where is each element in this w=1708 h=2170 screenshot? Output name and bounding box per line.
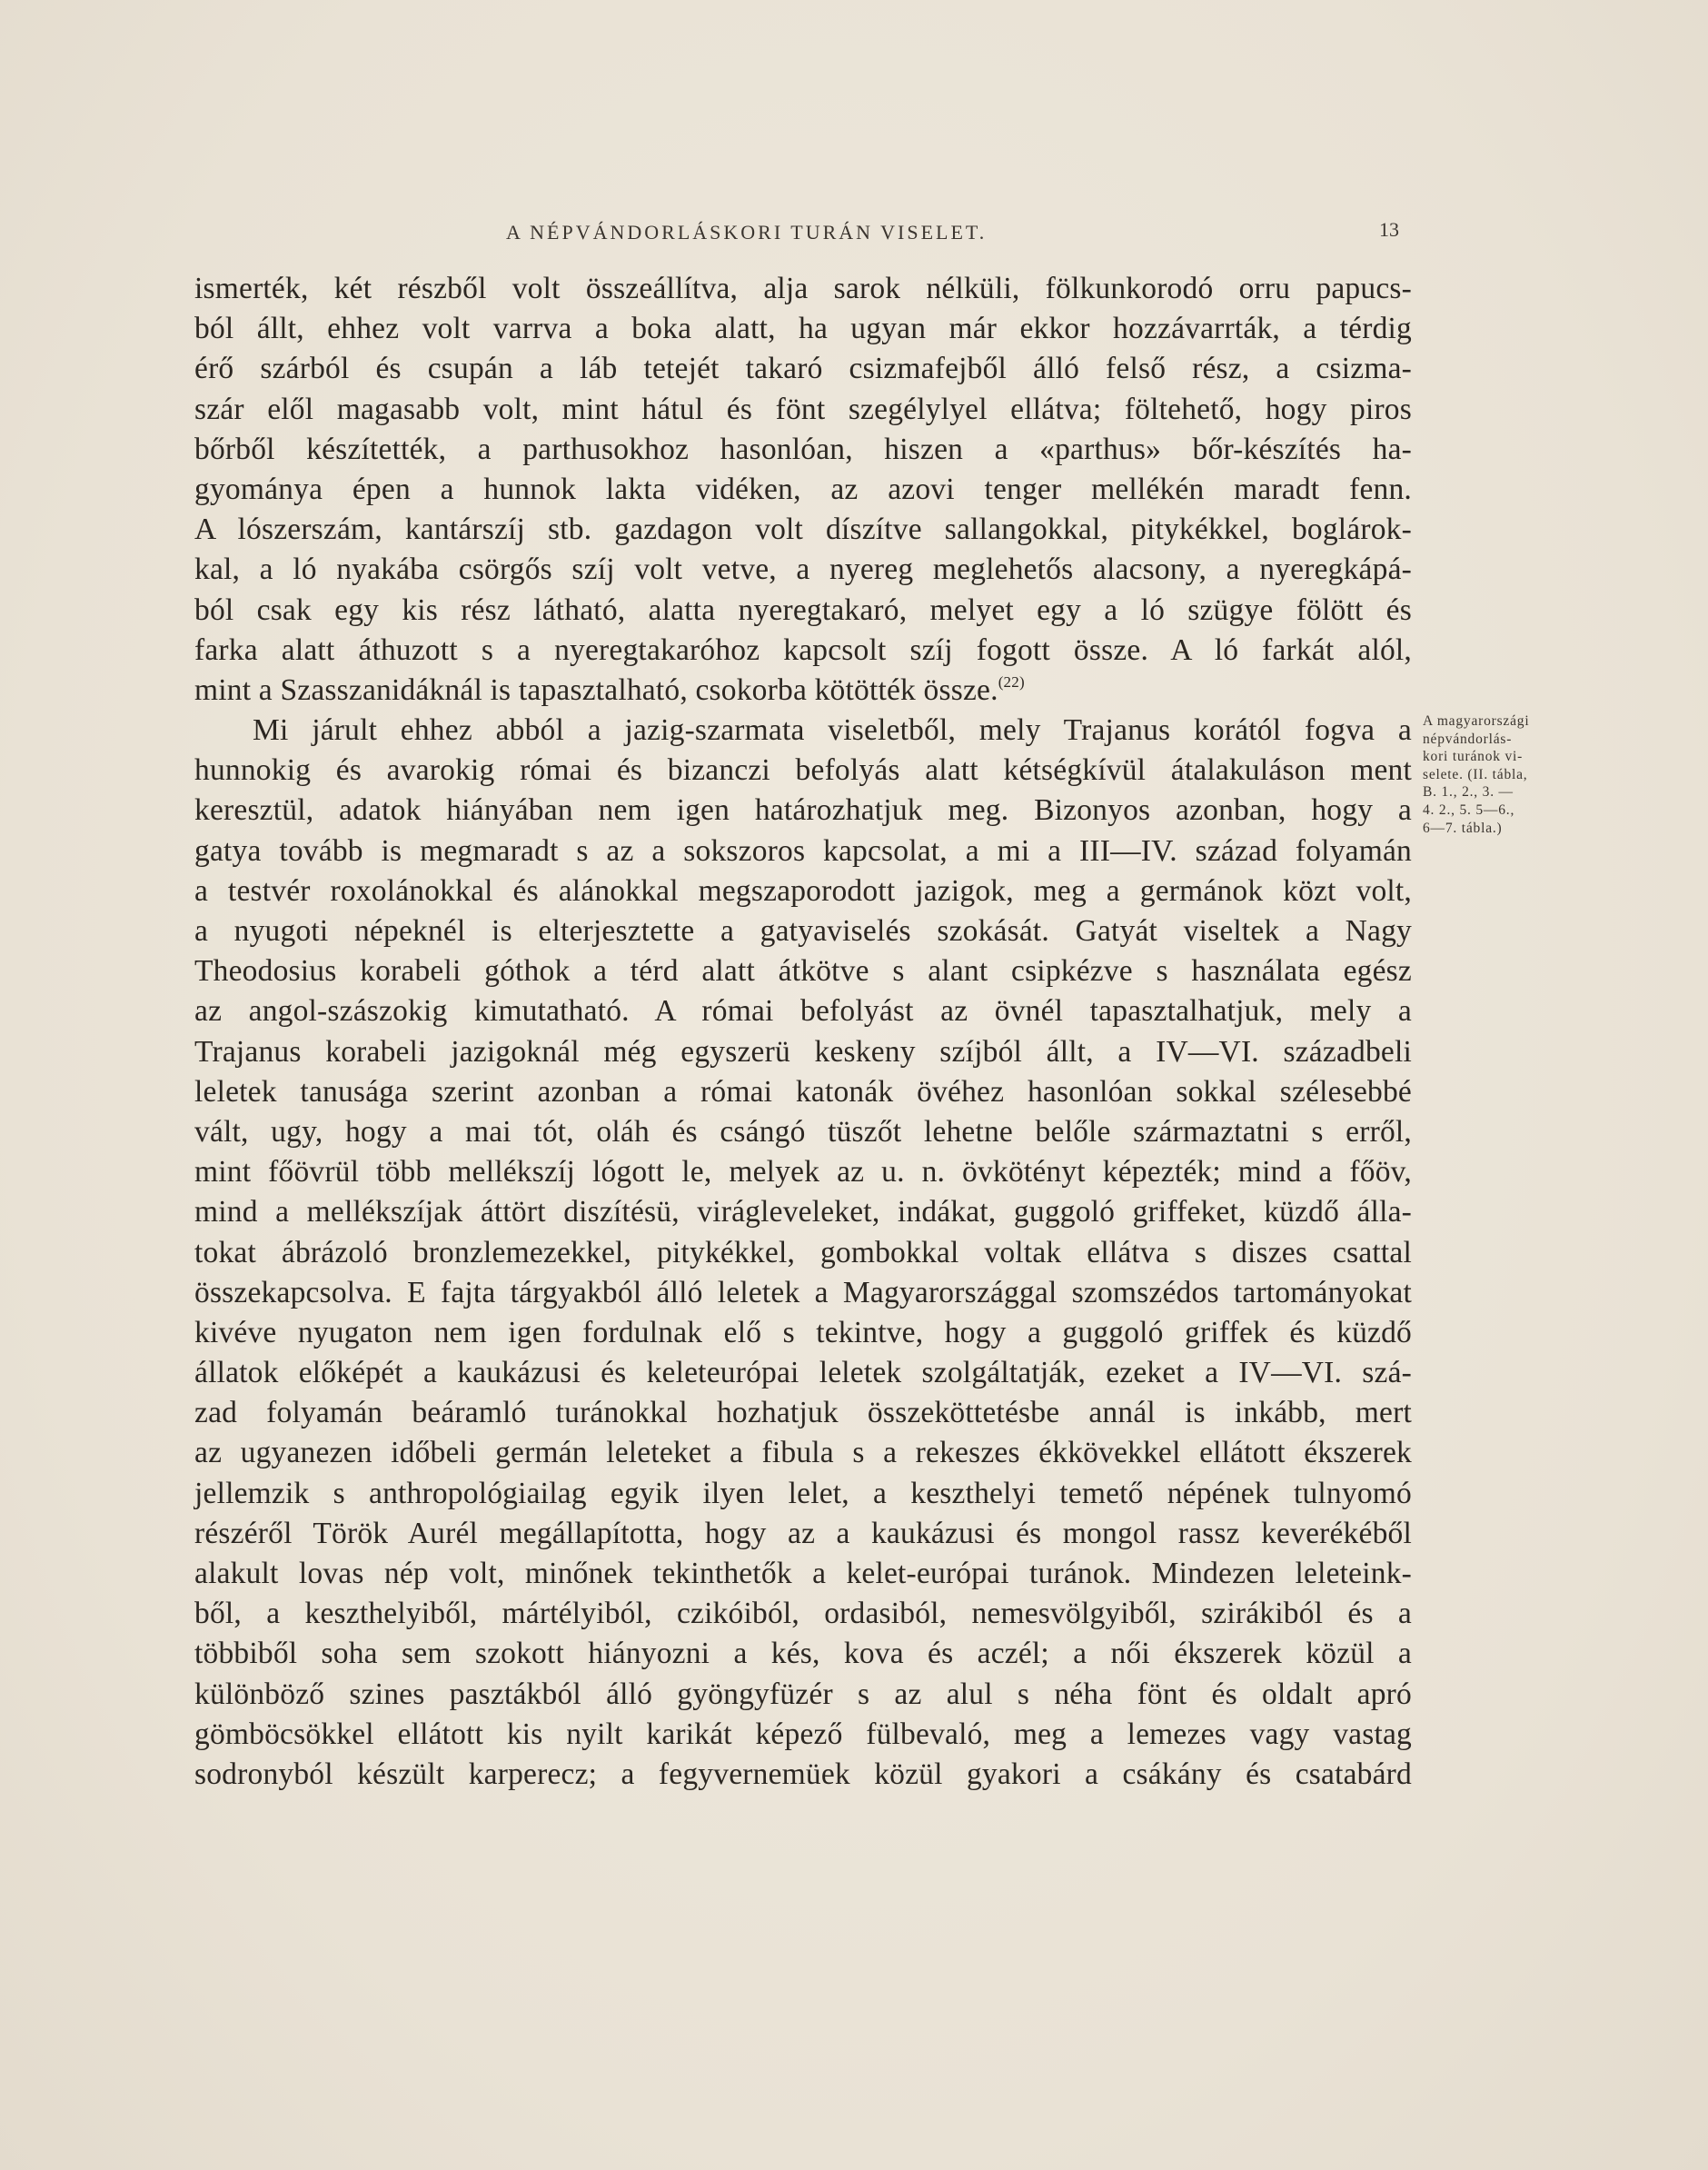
text-line: hunnokig és avarokig római és bizanczi befolyás alatt kétségkívül átalakuláson ment bbox=[194, 753, 1412, 788]
text-line: farka alatt áthuzott s a nyeregtakaróhoz kapcsolt szíj fogott össze. A ló farkát alól, bbox=[194, 632, 1412, 667]
paragraph-end-line bbox=[194, 671, 1412, 711]
text-line: A lószerszám, kantárszíj stb. gazdagon volt díszítve sallangokkal, pitykékkel, boglárok- bbox=[194, 513, 1412, 547]
text-line: kal, a ló nyakába csörgős szíj volt vetve, a nyereg meglehetős alacsony, a nyeregkápá- bbox=[194, 552, 1412, 587]
body-text bbox=[194, 269, 1412, 1795]
text-line: leletek tanusága szerint azonban a római katonák övéhez hasonlóan sokkal szélesebbé bbox=[194, 1074, 1412, 1109]
text-line: mint főövrül több mellékszíj lógott le, melyek az u. n. övkötényt képezték; mind a főöv, bbox=[194, 1155, 1412, 1190]
text-line: összekapcsolva. E fajta tárgyakból álló leletek a Magyarországgal szomszédos tartományokat bbox=[194, 1275, 1412, 1309]
margin-note-line: B. 1., 2., 3. — bbox=[1423, 784, 1514, 801]
margin-note-line: A magyarországi bbox=[1423, 713, 1530, 729]
text-line: ból állt, ehhez volt varrva a boka alatt, ha ugyan már ekkor hozzávarrták, a térdig bbox=[194, 312, 1412, 346]
text-line: különböző szines pasztákból álló gyöngyfüzér s az alul s néha fönt és oldalt apró bbox=[194, 1677, 1412, 1711]
text-line: ból csak egy kis rész látható, alatta nyeregtakaró, melyet egy a ló szügye fölött és bbox=[194, 592, 1412, 627]
text-line: többiből soha sem szokott hiányozni a kés, kova és aczél; a női ékszerek közül a bbox=[194, 1637, 1412, 1671]
margin-note-line: selete. (II. tábla, bbox=[1423, 766, 1528, 782]
text-line: a nyugoti népeknél is elterjesztette a gatyaviselés szokását. Gatyát viseltek a Nagy bbox=[194, 914, 1412, 948]
text-line: tokat ábrázoló bronzlemezekkel, pitykékkel, gombokkal voltak ellátva s diszes csattal bbox=[194, 1235, 1412, 1269]
text-line: az ugyanezen időbeli germán leleteket a fibula s a rekeszes ékkövekkel ellátott ékszerek bbox=[194, 1436, 1412, 1470]
text-line: gyománya épen a hunnok lakta vidéken, az azovi tenger mellékén maradt fenn. bbox=[194, 472, 1412, 506]
margin-note bbox=[1423, 712, 1568, 837]
margin-note-line: 4. 2., 5. 5—6., bbox=[1423, 801, 1515, 818]
text-line: részéről Török Aurél megállapította, hogy az a kaukázusi és mongol rassz keverékéből bbox=[194, 1516, 1412, 1550]
text-line: állatok előképét a kaukázusi és keleteurópai leletek szolgáltatják, ezeket a IV—VI. szá- bbox=[194, 1356, 1412, 1390]
text-line: keresztül, adatok hiányában nem igen határozhatjuk meg. Bizonyos azonban, hogy a bbox=[194, 793, 1412, 828]
page-number: 13 bbox=[1379, 218, 1399, 241]
text-line: az angol-szászokig kimutatható. A római befolyást az övnél tapasztalhatjuk, mely a bbox=[194, 994, 1412, 1029]
margin-note-line: népvándorlás- bbox=[1423, 731, 1513, 747]
paragraph-start-line: Mi járult ehhez abból a jazig-szarmata viseletből, mely Trajanus korától fogva a bbox=[253, 713, 1412, 748]
text-line: jellemzik s anthropológiailag egyik ilyen lelet, a keszthelyi temető népének tulnyomó bbox=[194, 1476, 1412, 1510]
text-line: bőrből készítették, a parthusokhoz hasonlóan, hiszen a «parthus» bőr-készítés ha- bbox=[194, 432, 1412, 466]
text-line: Trajanus korabeli jazigoknál még egyszerü keskeny szíjból állt, a IV—VI. századbeli bbox=[194, 1034, 1412, 1069]
text-line: ből, a keszthelyiből, mártélyiból, czikóiból, ordasiból, nemesvölgyiből, szirákiból és a bbox=[194, 1597, 1412, 1631]
text-line: mind a mellékszíjak áttört diszítésü, virágleveleket, indákat, guggoló griffeket, küzdő álla- bbox=[194, 1195, 1412, 1229]
text-line: érő szárból és csupán a láb tetejét takaró csizmafejből álló felső rész, a csizma- bbox=[194, 352, 1412, 386]
text-line-content: mint a Szasszanidáknál is tapasztalható, csokorba kötötték össze. bbox=[194, 672, 998, 707]
running-title: A NÉPVÁNDORLÁSKORI TURÁN VISELET. bbox=[506, 221, 988, 244]
text-line: alakult lovas nép volt, minőnek tekinthetők a kelet-európai turánok. Mindezen leleteink- bbox=[194, 1557, 1412, 1590]
text-line: gatya tovább is megmaradt s az a sokszoros kapcsolat, a mi a III—IV. század folyamán bbox=[194, 833, 1412, 868]
text-line: kivéve nyugaton nem igen fordulnak elő s tekintve, hogy a guggoló griffek és küzdő bbox=[194, 1315, 1412, 1349]
text-line: Theodosius korabeli góthok a térd alatt átkötve s alant csipkézve s használata egész bbox=[194, 954, 1412, 989]
text-line: ismerték, két részből volt összeállítva, alja sarok nélküli, fölkunkorodó orru papucs- bbox=[194, 272, 1412, 305]
text-line: vált, ugy, hogy a mai tót, oláh és csángó tüszőt lehetne belőle származtatni s erről, bbox=[194, 1114, 1412, 1149]
footnote-reference: (22) bbox=[998, 672, 1025, 691]
margin-note-line: kori turánok vi- bbox=[1423, 749, 1524, 765]
text-line: sodronyból készült karperecz; a fegyvernemüek közül gyakori a csákány és csatabárd bbox=[194, 1757, 1412, 1791]
margin-note-line: 6—7. tábla.) bbox=[1423, 820, 1503, 836]
text-line: szár elől magasabb volt, mint hátul és fönt szegélylyel ellátva; föltehető, hogy piros bbox=[194, 392, 1412, 426]
text-line: zad folyamán beáramló turánokkal hozhatjuk összeköttetésbe annál is inkább, mert bbox=[194, 1396, 1412, 1430]
text-line: gömböcsökkel ellátott kis nyilt karikát képező fülbevaló, meg a lemezes vagy vastag bbox=[194, 1717, 1412, 1751]
text-line: a testvér roxolánokkal és alánokkal megszaporodott jazigok, meg a germánok közt volt, bbox=[194, 873, 1412, 908]
